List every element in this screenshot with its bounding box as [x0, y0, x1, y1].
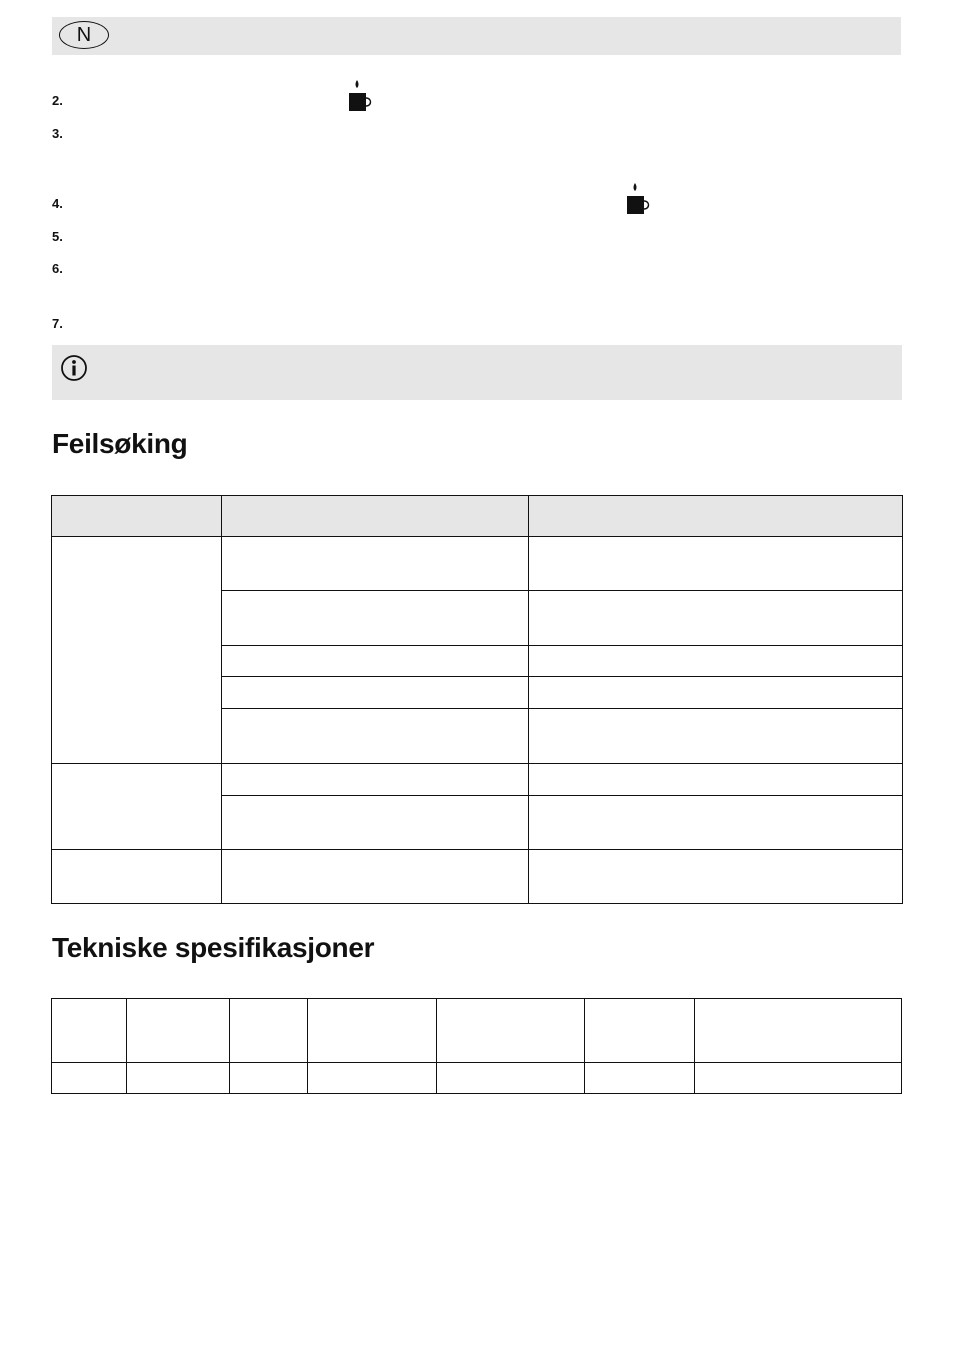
step-number: 6. [52, 261, 63, 276]
table-cell [222, 709, 529, 764]
table-cell [695, 999, 902, 1063]
step-number: 5. [52, 229, 63, 244]
coffee-cup-icon [624, 183, 654, 217]
troubleshooting-table [51, 495, 903, 904]
table-cell [308, 1063, 437, 1094]
table-cell [52, 764, 222, 850]
table-cell [529, 796, 903, 850]
table-cell [437, 999, 585, 1063]
specifications-table [51, 998, 902, 1094]
table-cell [695, 1063, 902, 1094]
language-badge: N [59, 21, 109, 49]
table-row [52, 850, 903, 904]
table-header-row [52, 999, 902, 1063]
info-icon [60, 354, 88, 382]
table-row [52, 1063, 902, 1094]
table-header-row [52, 496, 903, 537]
section-title-troubleshooting: Feilsøking [52, 428, 188, 459]
table-cell [52, 1063, 127, 1094]
table-cell [222, 646, 529, 677]
coffee-cup-icon [346, 80, 376, 114]
table-cell [529, 850, 903, 904]
table-cell [222, 591, 529, 646]
table-cell [230, 999, 308, 1063]
table-cell [127, 999, 230, 1063]
table-row [52, 764, 903, 796]
table-cell [222, 537, 529, 591]
table-cell [230, 1063, 308, 1094]
table-cell [308, 999, 437, 1063]
table-cell [585, 1063, 695, 1094]
table-cell [529, 537, 903, 591]
section-title-specifications: Tekniske spesifikasjoner [52, 932, 375, 963]
table-cell [52, 496, 222, 537]
table-cell [52, 999, 127, 1063]
language-bar [52, 17, 901, 55]
step-number: 3. [52, 126, 63, 141]
table-cell [127, 1063, 230, 1094]
table-row [52, 537, 903, 591]
table-cell [222, 764, 529, 796]
table-cell [222, 677, 529, 709]
step-number: 4. [52, 196, 63, 211]
table-cell [437, 1063, 585, 1094]
table-cell [529, 764, 903, 796]
table-cell [222, 850, 529, 904]
table-cell [529, 591, 903, 646]
table-cell [585, 999, 695, 1063]
step-number: 7. [52, 316, 63, 331]
table-cell [222, 496, 529, 537]
table-cell [222, 796, 529, 850]
step-number: 2. [52, 93, 63, 108]
table-cell [529, 496, 903, 537]
table-cell [52, 537, 222, 764]
table-cell [529, 709, 903, 764]
table-cell [52, 850, 222, 904]
info-note [52, 345, 902, 400]
table-cell [529, 646, 903, 677]
table-cell [529, 677, 903, 709]
